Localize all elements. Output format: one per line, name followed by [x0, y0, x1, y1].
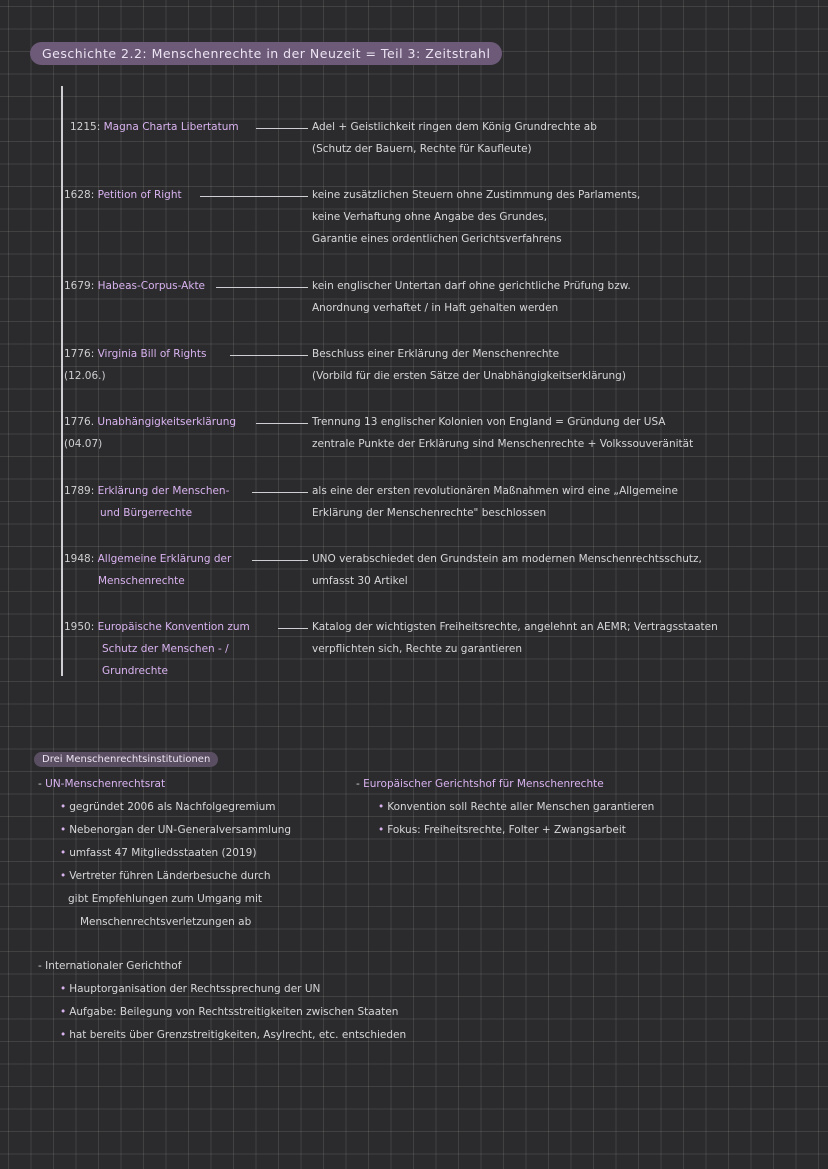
entry-date: 1950: Europäische Konvention zum Schutz der Menschen - / Grundrechte	[64, 621, 250, 677]
connector-line	[256, 423, 308, 424]
entry-description: kein englischer Untertan darf ohne gerichtliche Prüfung bzw. Anordnung verhaftet / in Haft gehalten werden	[312, 280, 631, 314]
connector-line	[256, 128, 308, 129]
entry-date: 1628: Petition of Right	[64, 189, 182, 201]
section-heading: Drei Menschenrechtsinstitutionen	[34, 752, 218, 767]
list-item: • Vertreter führen Länderbesuche durch	[60, 870, 271, 882]
entry-description: UNO verabschiedet den Grundstein am modernen Menschenrechtsschutz, umfasst 30 Artikel	[312, 553, 702, 587]
list-item: Menschenrechtsverletzungen ab	[80, 916, 252, 928]
entry-description: als eine der ersten revolutionären Maßnahmen wird eine „Allgemeine Erklärung der Menschenrechte" beschlossen	[312, 485, 678, 519]
entry-event: Magna Charta Libertatum	[103, 121, 239, 133]
entry-description: keine zusätzlichen Steuern ohne Zustimmung des Parlaments, keine Verhaftung ohne Angabe des Grundes, Garantie eines ordentlichen Gerichtsverfahrens	[312, 189, 641, 245]
list-item: • umfasst 47 Mitgliedsstaaten (2019)	[60, 847, 257, 859]
connector-line	[252, 492, 308, 493]
list-item: • Konvention soll Rechte aller Menschen garantieren	[378, 801, 655, 813]
list-item: • hat bereits über Grenzstreitigkeiten, Asylrecht, etc. entschieden	[60, 1029, 407, 1041]
connector-line	[252, 560, 308, 561]
entry-event: Erklärung der Menschen-	[97, 485, 230, 497]
institution-icj: - Internationaler Gerichthof	[38, 960, 182, 972]
list-item: • Hauptorganisation der Rechtssprechung der UN	[60, 983, 321, 995]
entry-description: Trennung 13 englischer Kolonien von England = Gründung der USA zentrale Punkte der Erklärung sind Menschenrechte + Volkssouveränität	[312, 416, 694, 450]
list-item: • Nebenorgan der UN-Generalversammlung	[60, 824, 292, 836]
connector-line	[200, 196, 308, 197]
un-council-points	[60, 796, 291, 934]
connector-line	[278, 628, 308, 629]
echr-points	[378, 796, 654, 842]
entry-event: Petition of Right	[97, 189, 182, 201]
entry-event: Habeas-Corpus-Akte	[97, 280, 206, 292]
entry-event: Allgemeine Erklärung der	[97, 553, 232, 565]
institution-echr: - Europäischer Gerichtshof für Menschenrechte	[356, 778, 604, 790]
timeline-axis	[61, 86, 63, 676]
entry-description: Beschluss einer Erklärung der Menschenrechte (Vorbild für die ersten Sätze der Unabhängigkeitserklärung)	[312, 348, 626, 382]
entry-date: 1679: Habeas-Corpus-Akte	[64, 280, 206, 292]
list-item: gibt Empfehlungen zum Umgang mit	[68, 893, 263, 905]
connector-line	[216, 287, 308, 288]
entry-event: Europäische Konvention zum	[97, 621, 250, 633]
institution-un-council: - UN-Menschenrechtsrat	[38, 778, 166, 790]
list-item: • Fokus: Freiheitsrechte, Folter + Zwangsarbeit	[378, 824, 626, 836]
connector-line	[230, 355, 308, 356]
entry-description: Katalog der wichtigsten Freiheitsrechte, angelehnt an AEMR; Vertragsstaaten verpflichten sich, Rechte zu garantieren	[312, 621, 718, 655]
icj-points	[60, 978, 406, 1047]
entry-date: 1776. Unabhängigkeitserklärung (04.07)	[64, 416, 237, 450]
entry-event: Virginia Bill of Rights	[97, 348, 207, 360]
page-title: Geschichte 2.2: Menschenrechte in der Neuzeit = Teil 3: Zeitstrahl	[30, 42, 502, 65]
entry-date: 1215: Magna Charta Libertatum	[70, 121, 239, 133]
entry-description: Adel + Geistlichkeit ringen dem König Grundrechte ab (Schutz der Bauern, Rechte für Kaufleute)	[312, 121, 597, 155]
entry-date: 1948: Allgemeine Erklärung der Menschenrechte	[64, 553, 232, 587]
entry-date: 1789: Erklärung der Menschen- und Bürgerrechte	[64, 485, 230, 519]
entry-date: 1776: Virginia Bill of Rights (12.06.)	[64, 348, 207, 382]
list-item: • Aufgabe: Beilegung von Rechtsstreitigkeiten zwischen Staaten	[60, 1006, 399, 1018]
list-item: • gegründet 2006 als Nachfolgegremium	[60, 801, 276, 813]
entry-event: Unabhängigkeitserklärung	[97, 416, 237, 428]
